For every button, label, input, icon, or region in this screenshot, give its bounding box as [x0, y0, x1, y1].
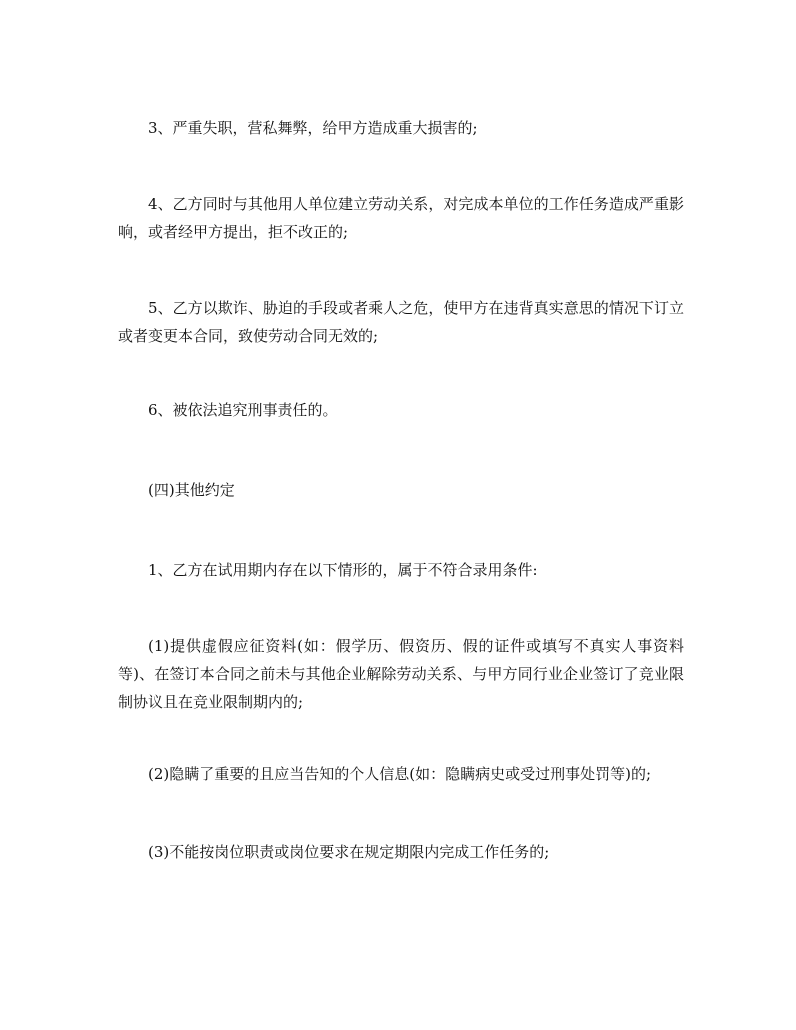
probation-clause-1: 1、乙方在试用期内存在以下情形的，属于不符合录用条件: — [148, 561, 538, 579]
clause-6-criminal-liability: 6、被依法追究刑事责任的。 — [148, 401, 338, 419]
clause-5-fraud-coercion: 5、乙方以欺诈、胁迫的手段或者乘人之危，使甲方在违背真实意思的情况下订立或者变更本合同，致使劳动合同无效的; — [118, 299, 684, 345]
clause-3-serious-dereliction: 3、严重失职，营私舞弊，给甲方造成重大损害的; — [148, 119, 478, 137]
probation-item-2-concealed-info: (2)隐瞒了重要的且应当告知的个人信息(如：隐瞒病史或受过刑事处罚等)的; — [148, 765, 652, 783]
probation-item-3-task-failure: (3)不能按岗位职责或岗位要求在规定期限内完成工作任务的; — [148, 843, 550, 861]
section-heading-other-agreements: (四)其他约定 — [148, 481, 235, 499]
probation-item-1-false-info: (1)提供虚假应征资料(如：假学历、假资历、假的证件或填写不真实人事资料等)、在签订本合同之前未与其他企业解除劳动关系、与甲方同行业企业签订了竞业限制协议且在竞业限制期内的; — [118, 637, 684, 711]
clause-4-concurrent-employment: 4、乙方同时与其他用人单位建立劳动关系，对完成本单位的工作任务造成严重影响，或者经甲方提出，拒不改正的; — [118, 195, 684, 241]
